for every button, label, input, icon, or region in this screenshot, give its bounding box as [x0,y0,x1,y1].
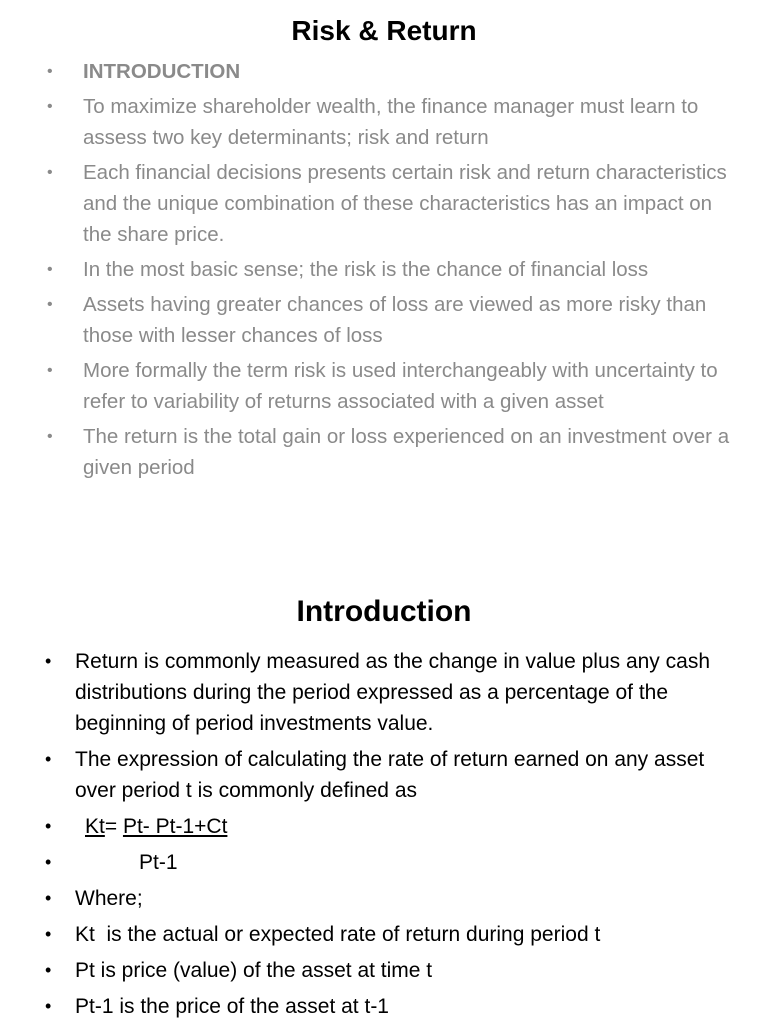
list-item-text: More formally the term risk is used interchangeably with uncertainty to refer to variability of returns associated with a given asset [83,359,718,413]
list-item [47,91,743,153]
bullet-icon: • [45,651,52,671]
list-item [45,991,745,1022]
bullet-list [45,646,745,1027]
list-item-text: Where; [75,887,143,910]
list-item [47,355,743,417]
formula-denominator: Pt-1 [139,851,178,874]
slide-title: Risk & Return [291,15,477,46]
bullet-icon: • [45,852,52,872]
bullet-icon: • [47,98,53,115]
list-item-text: Pt-1 is the price of the asset at t-1 [75,995,389,1018]
formula-lhs: Kt [85,815,105,838]
bullet-icon: • [47,296,53,313]
list-item-text: Each financial decisions presents certain risk and return characteristics and the unique combination of these characteristics has an impact on the share price. [83,161,727,246]
list-item [47,289,743,351]
bullet-icon: • [45,960,52,980]
list-item [45,955,745,986]
formula-line [75,815,227,838]
list-item [45,919,745,950]
formula-denominator-row [45,847,745,878]
formula-equals: = [104,815,123,838]
list-item-text: Return is commonly measured as the change in value plus any cash distributions during the period expressed as a percentage of the beginning of period investments value. [75,650,711,735]
bullet-icon: • [45,996,52,1016]
bullet-icon: • [45,816,52,836]
list-item-text: The return is the total gain or loss experienced on an investment over a given period [83,425,730,479]
bullet-icon: • [45,888,52,908]
list-item-text: In the most basic sense; the risk is the chance of financial loss [83,258,649,281]
bullet-icon: • [47,164,53,181]
list-item [47,421,743,483]
list-item [45,744,745,806]
list-item-text: Pt is price (value) of the asset at time t [75,959,433,982]
slide-introduction [0,580,768,1024]
bullet-list [47,56,743,487]
bullet-icon: • [47,428,53,445]
bullet-icon: • [47,362,53,379]
list-item-text: To maximize shareholder wealth, the finance manager must learn to assess two key determinants; risk and return [83,95,699,149]
list-item [45,883,745,914]
bullet-icon: • [45,924,52,944]
bullet-icon: • [47,261,53,278]
list-item-text: Assets having greater chances of loss are viewed as more risky than those with lesser chances of loss [83,293,707,347]
list-item [47,254,743,285]
list-item [47,56,743,87]
bullet-icon: • [45,749,52,769]
list-item [45,646,745,739]
list-item-text: INTRODUCTION [83,60,241,83]
list-item-text: Kt is the actual or expected rate of return during period t [75,923,601,946]
slide-title: Introduction [296,595,472,628]
formula-numerator-row [45,811,745,842]
list-item [47,157,743,250]
bullet-icon: • [47,63,53,80]
formula-numerator: Pt- Pt-1+Ct [122,815,228,838]
list-item-text: The expression of calculating the rate of return earned on any asset over period t is commonly defined as [75,748,705,802]
